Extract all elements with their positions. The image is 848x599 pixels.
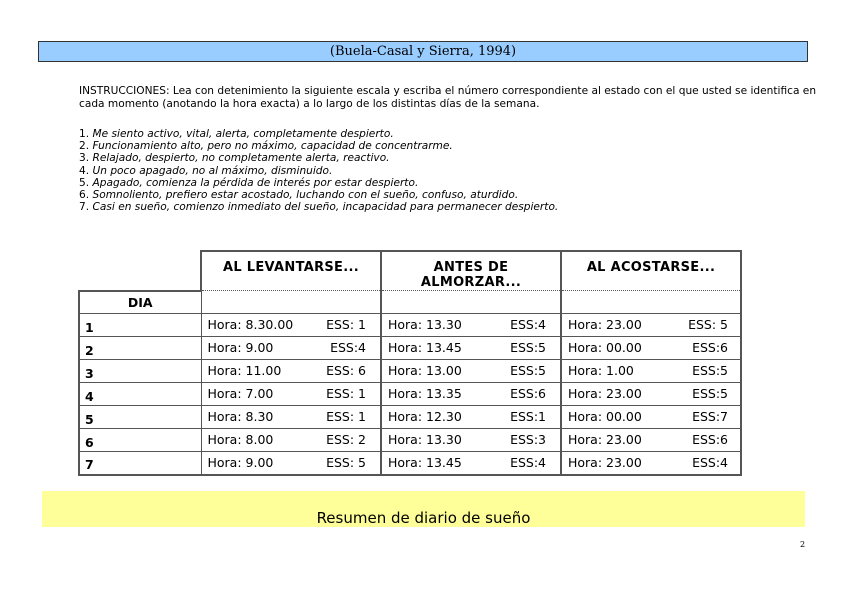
empty-cell	[561, 291, 741, 314]
hora-value: Hora: 9.00	[207, 340, 274, 355]
entry-cell	[561, 429, 741, 452]
hora-value: Hora: 13.45	[388, 455, 462, 470]
ess-value: ESS: 1	[326, 409, 366, 424]
footer-bar	[42, 491, 805, 527]
day-number: 3	[79, 360, 201, 383]
entry-cell	[381, 360, 561, 383]
entry-cell	[561, 314, 741, 337]
hora-value: Hora: 9.00	[207, 455, 274, 470]
entry-cell	[381, 337, 561, 360]
entry-cell	[201, 383, 381, 406]
entry-cell	[201, 429, 381, 452]
scale-item	[79, 177, 819, 189]
hora-value: Hora: 00.00	[568, 409, 642, 424]
ess-value: ESS:4	[330, 340, 366, 355]
table-row	[79, 383, 741, 406]
table-row	[79, 406, 741, 429]
ess-value: ESS:4	[692, 455, 728, 470]
ess-value: ESS: 5	[688, 317, 728, 332]
day-number: 4	[79, 383, 201, 406]
day-number: 2	[79, 337, 201, 360]
entry-cell	[561, 337, 741, 360]
day-number: 1	[79, 314, 201, 337]
scale-item-number: 6.	[79, 189, 90, 202]
hora-value: Hora: 13.00	[388, 363, 462, 378]
page-number: 2	[800, 540, 806, 549]
day-number: 5	[79, 406, 201, 429]
column-header-al-acostarse: AL ACOSTARSE...	[561, 251, 741, 291]
ess-value: ESS:1	[510, 409, 546, 424]
hora-value: Hora: 23.00	[568, 386, 642, 401]
empty-cell	[201, 291, 381, 314]
ess-value: ESS:5	[692, 363, 728, 378]
entry-cell	[201, 452, 381, 475]
ess-value: ESS:5	[510, 363, 546, 378]
entry-cell	[201, 360, 381, 383]
table-row	[79, 337, 741, 360]
scale-item-text: Relajado, despierto, no completamente alerta, reactivo.	[92, 152, 390, 165]
hora-value: Hora: 13.45	[388, 340, 462, 355]
table-row	[79, 360, 741, 383]
header-title: (Buela-Casal y Sierra, 1994)	[329, 44, 517, 59]
dia-header: DIA	[79, 291, 201, 314]
ess-value: ESS:6	[692, 432, 728, 447]
ess-value: ESS:7	[692, 409, 728, 424]
hora-value: Hora: 12.30	[388, 409, 462, 424]
hora-value: Hora: 8.30	[207, 409, 274, 424]
hora-value: Hora: 23.00	[568, 432, 642, 447]
footer-title: Resumen de diario de sueño	[316, 509, 531, 527]
ess-value: ESS: 1	[326, 386, 366, 401]
scale-list	[79, 128, 819, 213]
scale-item-text: Casi en sueño, comienzo inmediato del sueño, incapacidad para permanecer despierto.	[92, 201, 559, 214]
ess-value: ESS: 1	[326, 317, 366, 332]
hora-value: Hora: 23.00	[568, 455, 642, 470]
ess-value: ESS:5	[510, 340, 546, 355]
entry-cell	[201, 406, 381, 429]
scale-item	[79, 201, 819, 213]
entry-cell	[561, 360, 741, 383]
scale-item-text: Apagado, comienza la pérdida de interés por estar despierto.	[92, 176, 419, 189]
column-header-antes-de-almorzar: ANTES DE ALMORZAR...	[381, 251, 561, 291]
instructions-text: INSTRUCCIONES: Lea con detenimiento la siguiente escala y escriba el número correspondiente al estado con el que usted se identifica en cada momento (anotando la hora exacta) a lo largo de los distintas días de la semana.	[79, 85, 817, 110]
hora-value: Hora: 23.00	[568, 317, 642, 332]
entry-cell	[201, 337, 381, 360]
hora-value: Hora: 8.00	[207, 432, 274, 447]
hora-value: Hora: 11.00	[207, 363, 282, 378]
entry-cell	[381, 452, 561, 475]
scale-item	[79, 128, 819, 140]
ess-value: ESS:5	[692, 386, 728, 401]
entry-cell	[381, 429, 561, 452]
table-row	[79, 452, 741, 475]
hora-value: Hora: 13.35	[388, 386, 462, 401]
scale-item-number: 2.	[79, 140, 90, 153]
hora-value: Hora: 1.00	[568, 363, 634, 378]
scale-item-text: Somnoliento, prefiero estar acostado, luchando con el sueño, confuso, aturdido.	[92, 189, 519, 202]
empty-cell	[381, 291, 561, 314]
day-number: 7	[79, 452, 201, 475]
hora-value: Hora: 13.30	[388, 317, 462, 332]
entry-cell	[381, 314, 561, 337]
entry-cell	[561, 452, 741, 475]
ess-value: ESS:3	[510, 432, 546, 447]
ess-value: ESS:6	[692, 340, 728, 355]
scale-item-number: 4.	[79, 164, 90, 177]
scale-item-number: 7.	[79, 201, 90, 214]
scale-item-number: 3.	[79, 152, 90, 165]
entry-cell	[561, 383, 741, 406]
scale-item-text: Me siento activo, vital, alerta, completamente despierto.	[92, 128, 394, 140]
scale-item-number: 1.	[79, 128, 90, 140]
ess-value: ESS: 6	[326, 363, 366, 378]
entry-cell	[561, 406, 741, 429]
day-number: 6	[79, 429, 201, 452]
scale-item-number: 5.	[79, 176, 90, 189]
scale-item	[79, 165, 819, 177]
page-header-bar	[38, 41, 808, 62]
table-header-row	[79, 251, 741, 291]
ess-value: ESS: 2	[326, 432, 366, 447]
scale-item-text: Un poco apagado, no al máximo, disminuido.	[92, 164, 333, 177]
scale-item	[79, 152, 819, 164]
ess-value: ESS:6	[510, 386, 546, 401]
hora-value: Hora: 7.00	[207, 386, 274, 401]
ess-value: ESS: 5	[326, 455, 366, 470]
scale-item	[79, 140, 819, 152]
sleep-diary-table	[78, 250, 742, 476]
hora-value: Hora: 13.30	[388, 432, 462, 447]
scale-item	[79, 189, 819, 201]
hora-value: Hora: 00.00	[568, 340, 642, 355]
ess-value: ESS:4	[510, 455, 546, 470]
entry-cell	[381, 406, 561, 429]
header-corner	[79, 251, 201, 291]
hora-value: Hora: 8.30.00	[207, 317, 294, 332]
entry-cell	[381, 383, 561, 406]
column-header-al-levantarse: AL LEVANTARSE...	[201, 251, 381, 291]
table-row	[79, 314, 741, 337]
ess-value: ESS:4	[510, 317, 546, 332]
entry-cell	[201, 314, 381, 337]
table-row	[79, 429, 741, 452]
dia-label-row	[79, 291, 741, 314]
scale-item-text: Funcionamiento alto, pero no máximo, capacidad de concentrarme.	[92, 140, 453, 153]
